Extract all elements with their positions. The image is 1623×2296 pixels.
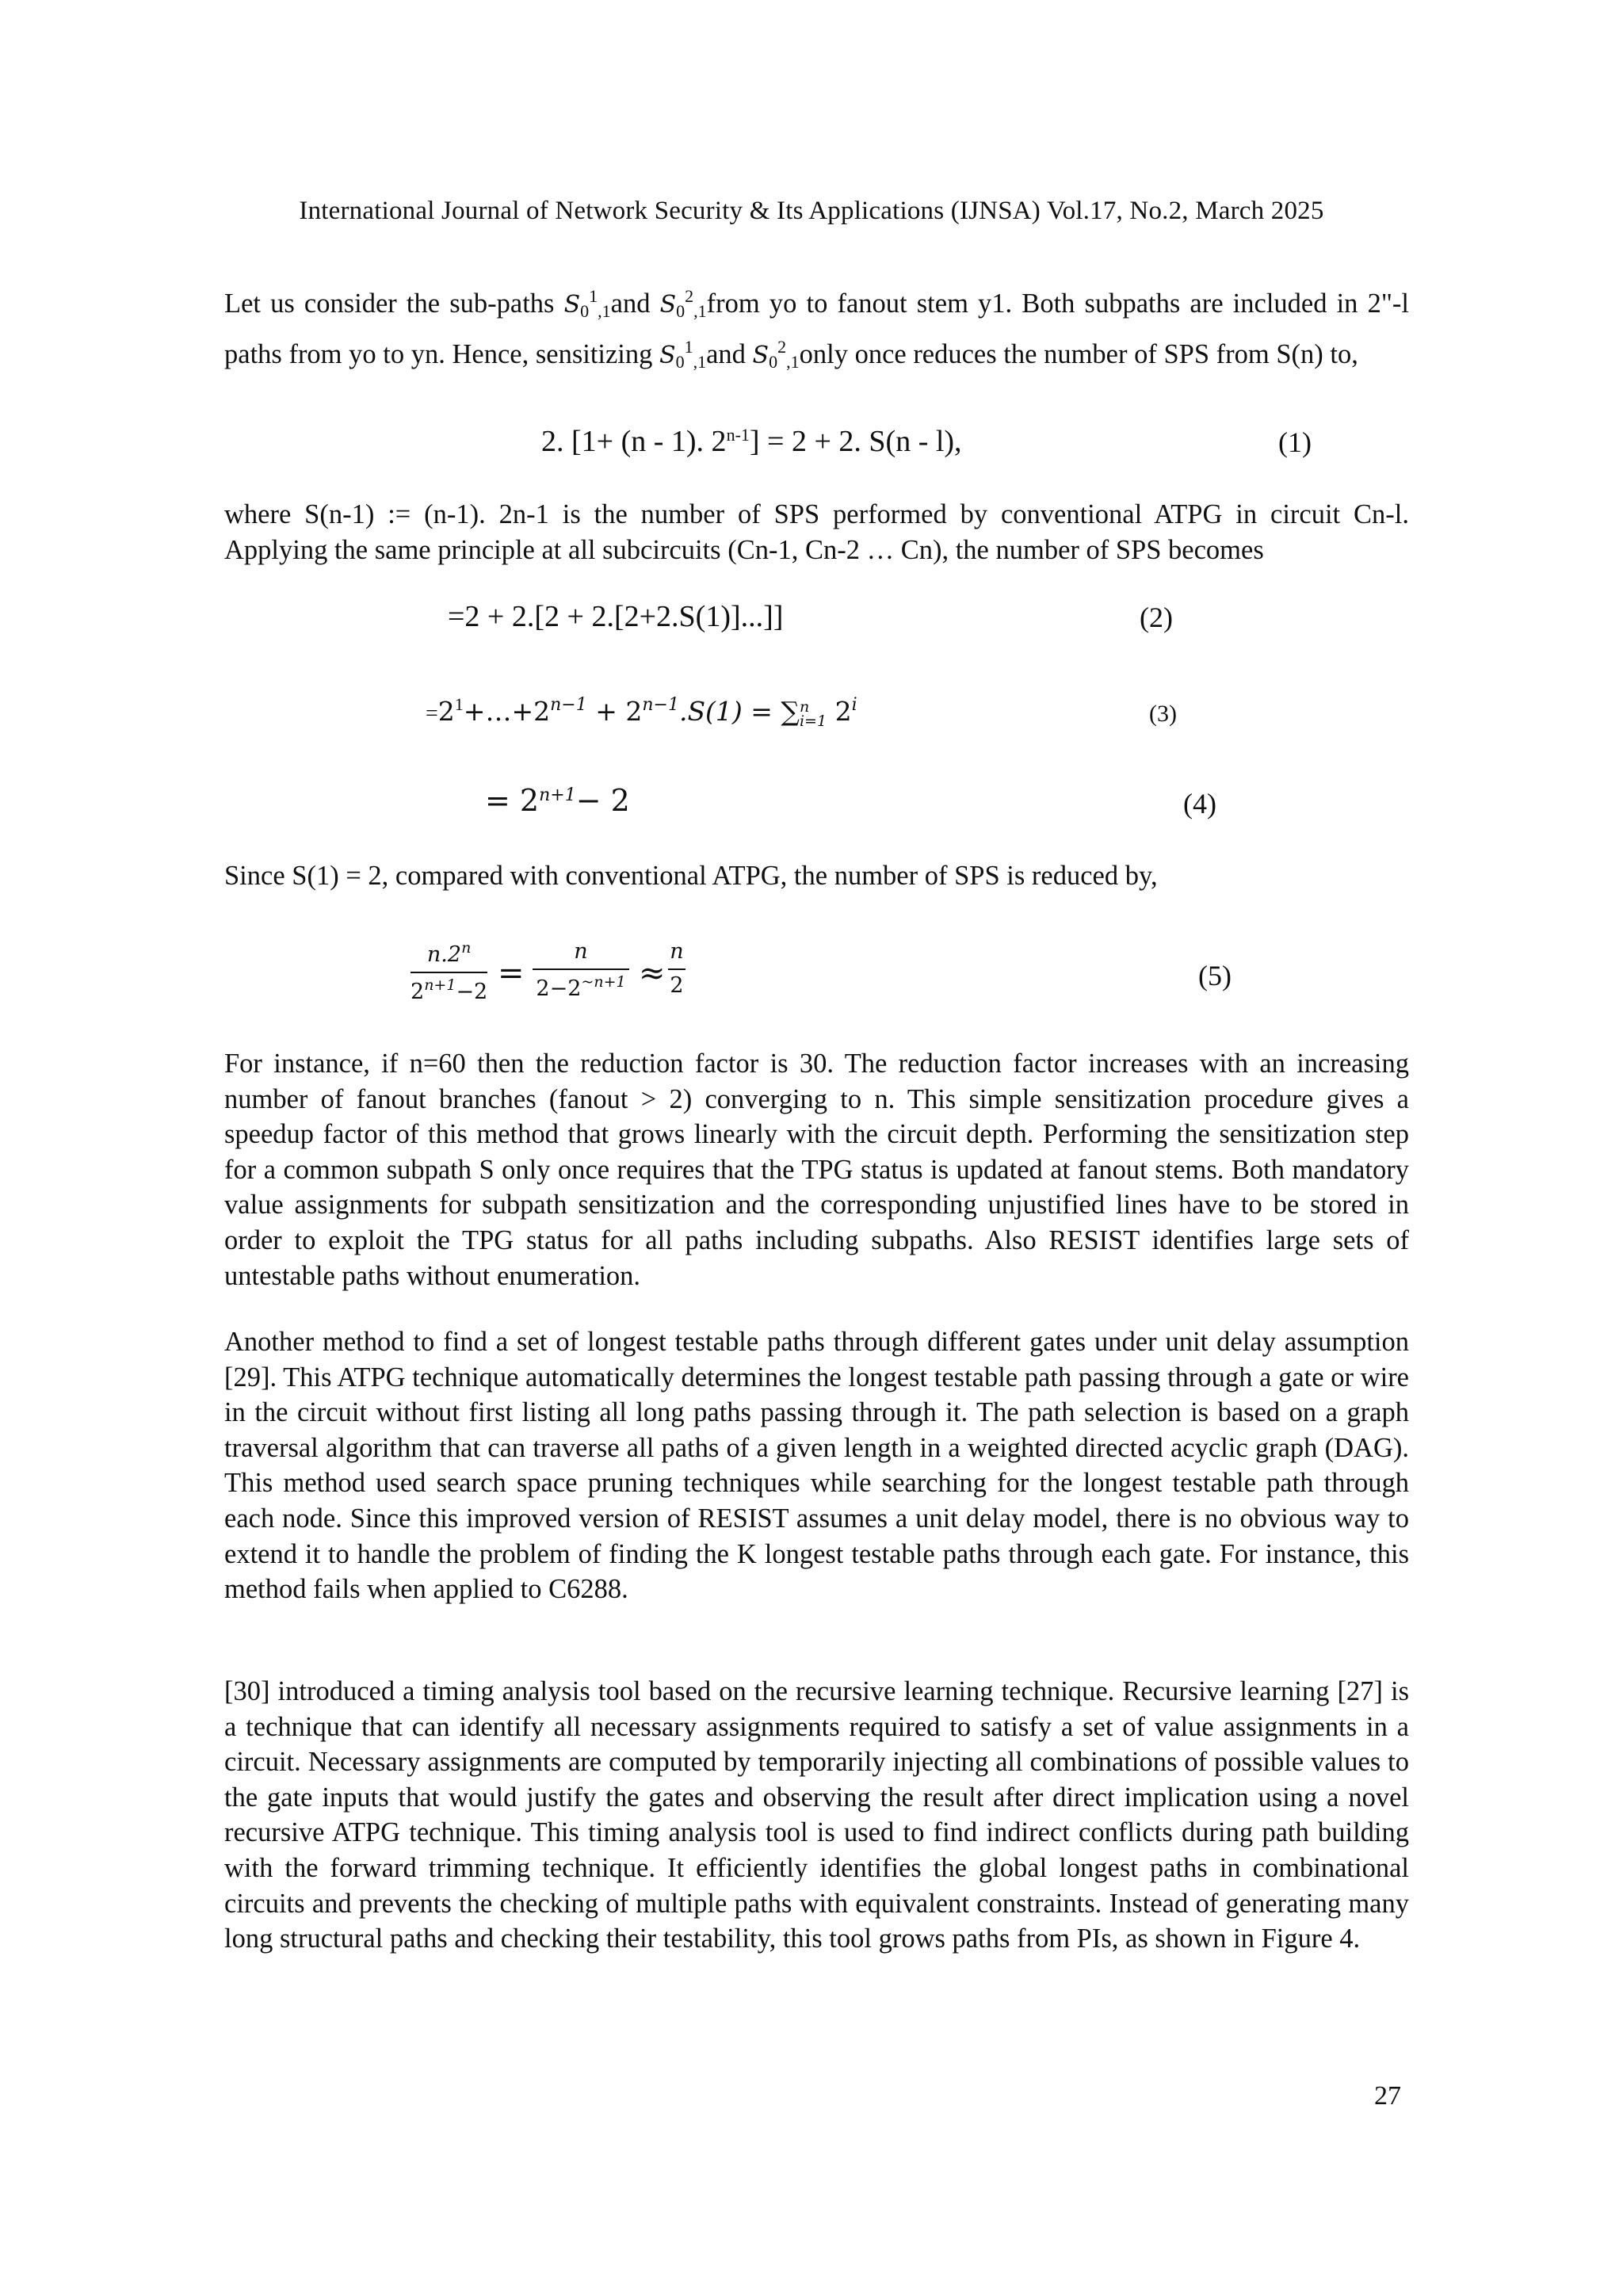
equation-4 (485, 783, 630, 819)
fraction-denominator: $2^{n+1}-2$ (411, 976, 488, 1004)
eq-part: 2. [1+ (n - 1). 2 (541, 425, 727, 458)
eq-part: ] = 2 + 2. S(n - l), (749, 425, 962, 458)
fraction-bar (668, 968, 685, 970)
text-run: Let us consider the sub-paths (224, 288, 564, 319)
equation-3 (426, 694, 857, 731)
eq-superscript: 1 (454, 694, 464, 714)
equation-number-5: (5) (1198, 960, 1232, 991)
equation-1 (541, 424, 962, 459)
fraction-denominator: 2 (670, 973, 684, 998)
approx-sign: ≈ (639, 955, 666, 991)
sum-lower-limit: i=1 (799, 712, 827, 731)
equation-2: =2 + 2.[2 + 2.[2+2.S(1)]...]] (448, 600, 784, 633)
eq-superscript: i (851, 695, 857, 715)
paragraph-since: Since S(1) = 2, compared with conventional ATPG, the number of SPS is reduced by, (224, 861, 1158, 891)
eq-superscript: n-1 (726, 425, 750, 445)
subscript: 0 (769, 351, 778, 372)
fraction-bar (533, 968, 629, 970)
superscript: 2 (777, 336, 787, 357)
subscript: ,1 (786, 351, 800, 372)
text-run: and (610, 288, 660, 319)
symbol-s: S (659, 291, 677, 319)
page-number: 27 (1374, 2081, 1401, 2111)
subscript: 0 (675, 351, 685, 372)
paragraph-where: where S(n-1) := (n-1). 2n-1 is the number of SPS performed by conventional ATPG in circuit Cn-l. Applying the same principle at all subcircuits (Cn-1, Cn-2 … Cn), the number of SPS becomes (224, 499, 1409, 565)
text-run: only once reduces the number of SPS from S(n) to, (799, 338, 1358, 369)
running-header: International Journal of Network Security & Its Applications (IJNSA) Vol.17, No.2, March 2025 (299, 197, 1324, 225)
symbol-s: S (659, 341, 676, 369)
paragraph-timing-analysis: [30] introduced a timing analysis tool based on the recursive learning technique. Recursive learning [27] is a technique that can identify all necessary assignments required to satisfy a set of value assignments in a circuit. Necessary assignments are computed by temporarily injecting all combinations of possible values to the gate inputs that would justify the gates and observing the result after direct implication using a novel recursive ATPG technique. This timing analysis tool is used to find indirect conflicts during path building with the forward trimming technique. It efficiently identifies the global longest paths in combinational circuits and prevents the checking of multiple paths with equivalent constraints. Instead of generating many long structural paths and checking their testability, this tool grows paths from PIs, as shown in Figure 4. (224, 1676, 1409, 1954)
text-run: from yo to fanout stem y1. Both subpaths are included in 2"-l paths from yo to yn. Hence, sensitizing (224, 288, 1409, 369)
fraction-numerator: n (574, 939, 588, 964)
subscript: ,1 (693, 301, 707, 321)
sum-upper-limit: n (799, 698, 810, 716)
paragraph-for-instance: For instance, if n=60 then the reduction factor is 30. The reduction factor increases with an increasing number of fanout branches (fanout > 2) converging to n. This simple sensitization procedure gives a speedup factor of this method that grows linearly with the circuit depth. Performing the sensitization step for a common subpath S only once requires that the TPG status is updated at fanout stems. Both mandatory value assignments for subpath sensitization and the corresponding unjustified lines have to be stored in order to exploit the TPG status for all paths including subpaths. Also RESIST identifies large sets of untestable paths without enumeration. (224, 1049, 1409, 1291)
eq-part: − 2 (575, 783, 630, 818)
eq-part: .S(1) = ∑ (678, 696, 800, 727)
superscript: 2 (685, 286, 694, 306)
subscript: 0 (580, 301, 590, 321)
equals-sign: = (498, 955, 525, 991)
eq-part: +…+2 (463, 696, 551, 727)
fraction-3 (668, 939, 685, 998)
superscript: 1 (589, 286, 598, 306)
subscript: ,1 (693, 351, 707, 372)
subscript: ,1 (598, 301, 611, 321)
eq-part: 2 (827, 696, 852, 727)
equation-number-1: (1) (1278, 426, 1312, 458)
eq-part: + 2 (586, 696, 643, 727)
fraction-numerator: n (670, 939, 684, 964)
eq-superscript: n−1 (550, 695, 587, 715)
fraction-denominator: $2-2^{\sim n+1}$ (536, 973, 626, 1001)
eq-part: 2 (437, 696, 455, 727)
paragraph-subpaths (224, 279, 1409, 380)
symbol-s: S (563, 291, 581, 319)
eq-part: = 2 (485, 783, 540, 818)
eq-part: = (426, 701, 438, 726)
fraction-numerator: n.2$^n$ (426, 939, 472, 967)
equation-number-2: (2) (1140, 602, 1173, 633)
equation-number-4: (4) (1183, 788, 1216, 819)
symbol-s: S (752, 341, 769, 369)
fraction-1 (411, 939, 487, 1004)
fraction-2 (533, 939, 629, 1001)
fraction-bar (411, 972, 487, 973)
paragraph-another-method: Another method to find a set of longest testable paths through different gates under unit delay assumption [29]. This ATPG technique automatically determines the longest testable path passing through a gate or wire in the circuit without first listing all long paths passing through it. The path selection is based on a graph traversal algorithm that can traverse all paths of a given length in a weighted directed acyclic graph (DAG). This method used search space pruning techniques while searching for the longest testable path through each node. Since this improved version of RESIST assumes a unit delay model, there is no obvious way to extend it to handle the problem of finding the K longest testable paths through each gate. For instance, this method fails when applied to C6288. (224, 1327, 1409, 1605)
eq-superscript: n+1 (539, 785, 576, 805)
equation-number-3: (3) (1149, 701, 1177, 727)
subscript: 0 (676, 301, 685, 321)
text-run: and (706, 338, 753, 369)
superscript: 1 (684, 336, 693, 357)
eq-superscript: n−1 (642, 695, 679, 715)
